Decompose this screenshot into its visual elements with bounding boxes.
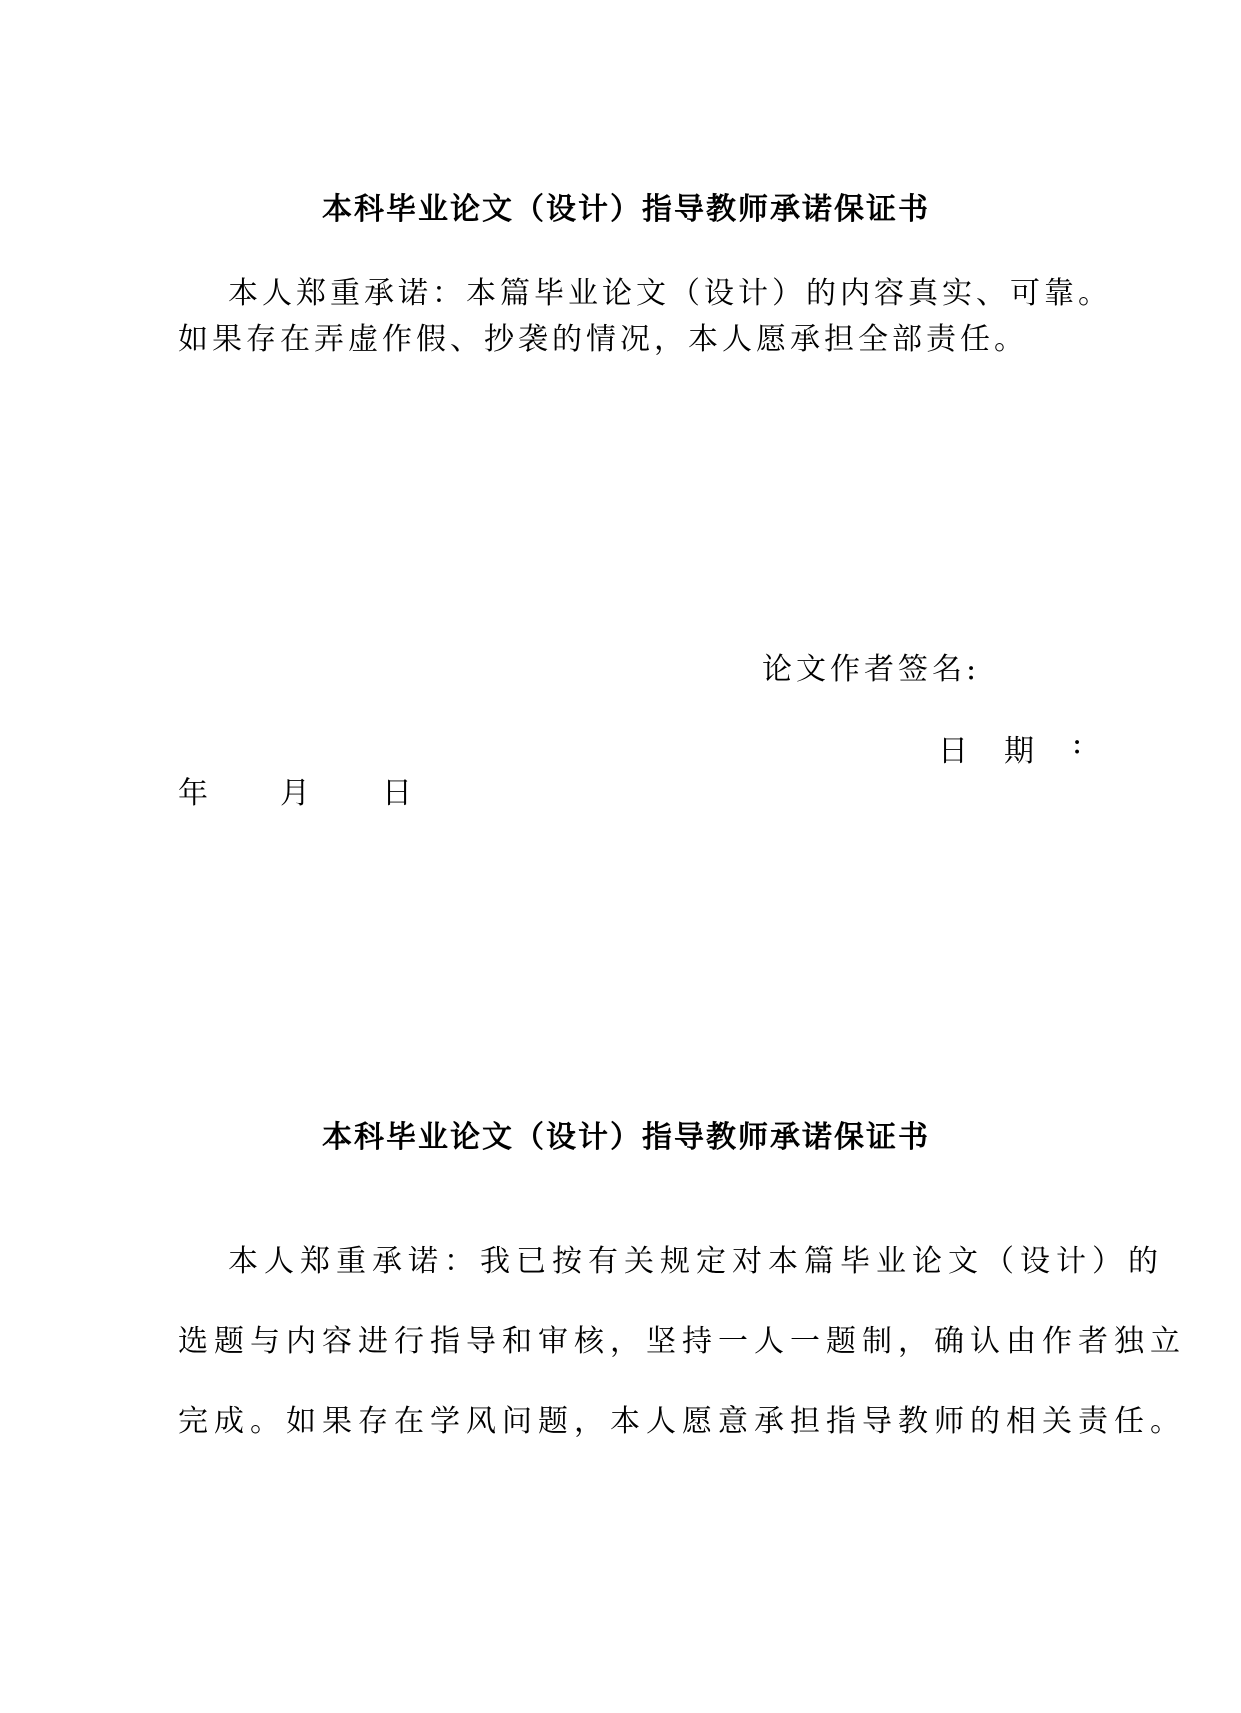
date-year: 年 bbox=[178, 776, 212, 811]
supervisor-title: 本科毕业论文（设计）指导教师承诺保证书 bbox=[322, 1120, 930, 1155]
author-signature-label: 论文作者签名: bbox=[762, 652, 981, 687]
supervisor-pledge-line-2: 选题与内容进行指导和审核，坚持一人一题制，确认由作者独立 bbox=[178, 1324, 1186, 1359]
date-colon: : bbox=[1072, 726, 1087, 761]
date-month: 月 bbox=[280, 776, 314, 811]
pledge-line-2: 如果存在弄虚作假、抄袭的情况，本人愿承担全部责任。 bbox=[178, 322, 1028, 357]
date-label-qi: 期 bbox=[1004, 734, 1038, 769]
date-day: 日 bbox=[382, 776, 416, 811]
page-title: 本科毕业论文（设计）指导教师承诺保证书 bbox=[322, 192, 930, 227]
supervisor-pledge-line-1: 本人郑重承诺：我已按有关规定对本篇毕业论文（设计）的 bbox=[228, 1244, 1164, 1279]
pledge-line-1: 本人郑重承诺：本篇毕业论文（设计）的内容真实、可靠。 bbox=[228, 276, 1112, 311]
date-label-ri: 日 bbox=[938, 734, 972, 769]
supervisor-pledge-line-3: 完成。如果存在学风问题，本人愿意承担指导教师的相关责任。 bbox=[178, 1404, 1186, 1439]
